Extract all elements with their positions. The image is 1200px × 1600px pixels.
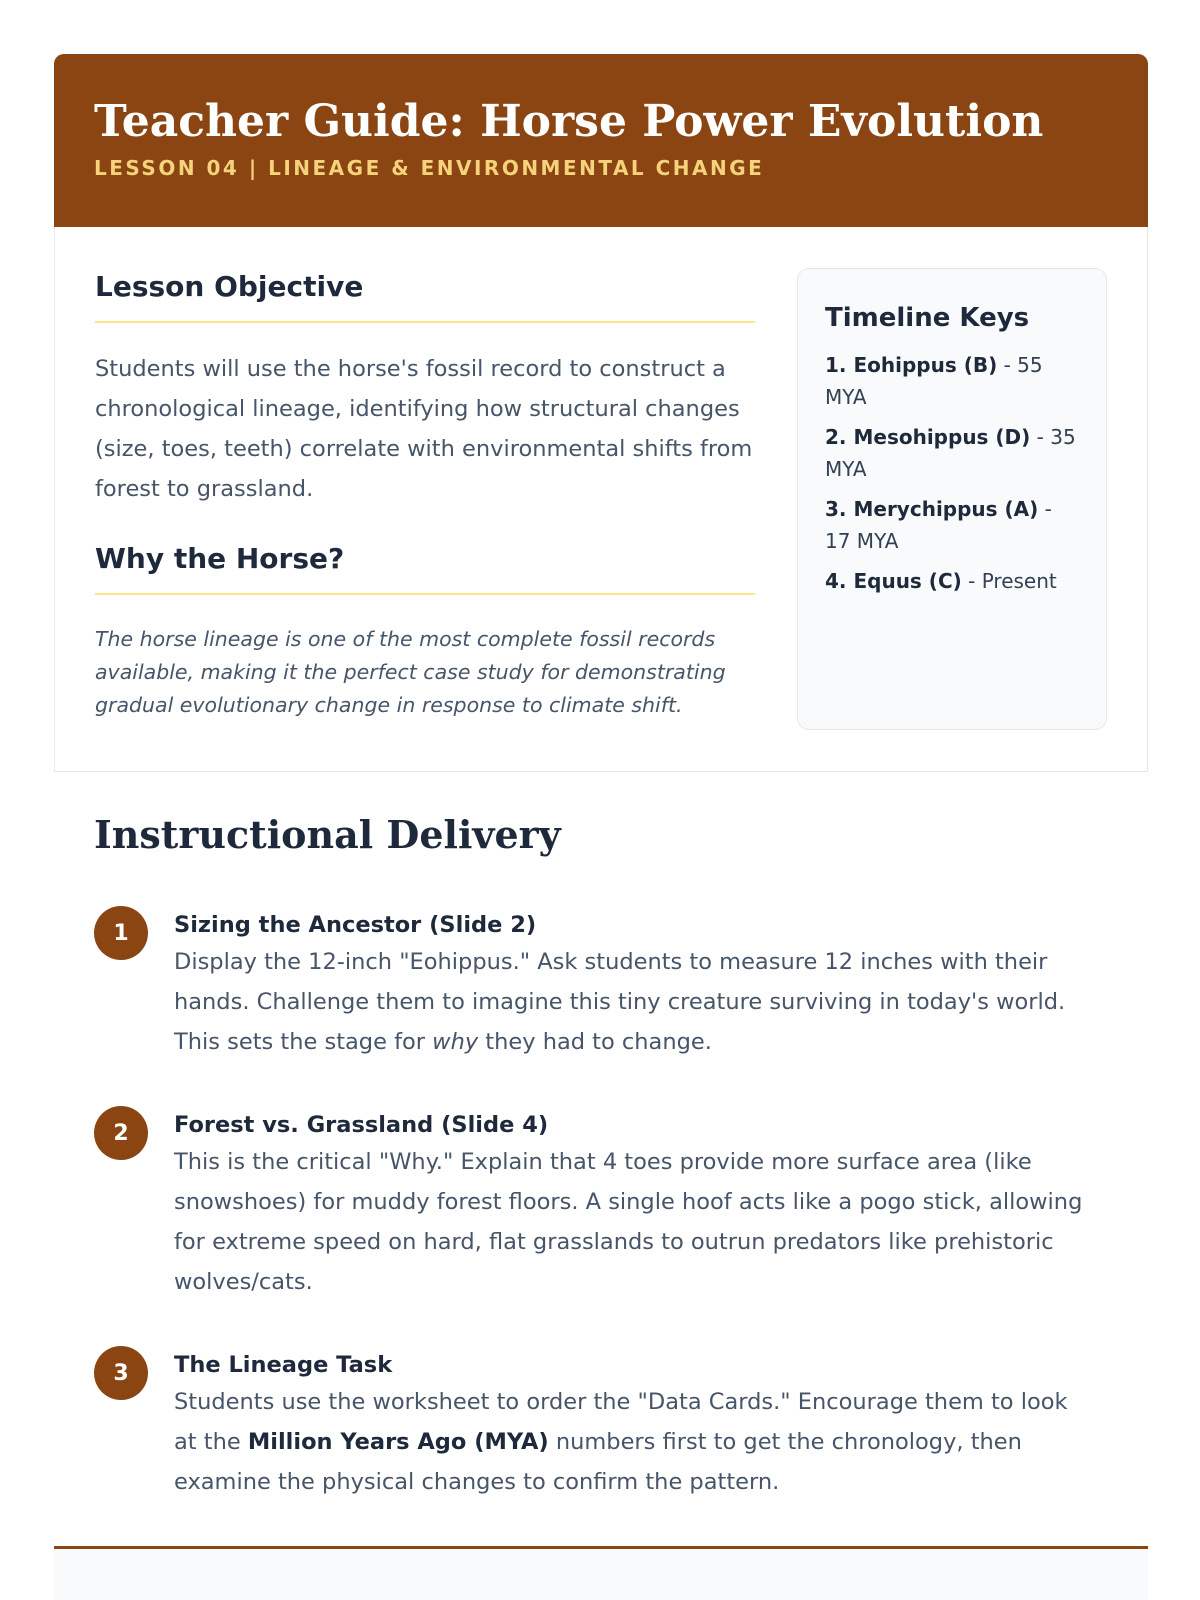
timeline-item xyxy=(825,565,1080,597)
step-content xyxy=(174,1106,1094,1302)
timeline-list xyxy=(825,349,1080,597)
step-text: Display the 12-inch "Eohippus." Ask students to measure 12 inches with their hands. Challenge them to imagine this tiny creature surviving in today's world. This sets the stage for xyxy=(174,949,1066,1055)
page-title: Teacher Guide: Horse Power Evolution xyxy=(94,96,1044,147)
step-description xyxy=(174,942,1094,1062)
step-text: Students use the worksheet to order the "Data Cards." Encourage them to look at the xyxy=(174,1389,1068,1455)
timeline-item-age: - Present xyxy=(961,569,1057,593)
step-title: The Lineage Task xyxy=(174,1352,393,1378)
step-text: they had to change. xyxy=(478,1029,712,1055)
objective-text: Students will use the horse's fossil record to construct a chronological lineage, identifying how structural changes (size, toes, teeth) correlate with environmental shifts from forest to grassland. xyxy=(95,356,753,502)
footer-bar xyxy=(54,1546,1148,1600)
overview-main xyxy=(95,269,755,722)
step-number-badge: 3 xyxy=(94,1346,148,1400)
instructional-delivery xyxy=(94,810,1114,1495)
timeline-item xyxy=(825,421,1080,485)
timeline-item-name: 3. Merychippus (A) xyxy=(825,497,1039,521)
timeline-item-age: - 55 MYA xyxy=(825,353,1043,409)
guide-header xyxy=(54,54,1148,227)
overview-card xyxy=(54,227,1148,772)
step-content xyxy=(174,1346,1094,1502)
step-number-badge: 1 xyxy=(94,906,148,960)
timeline-item xyxy=(825,493,1080,557)
objective-heading: Lesson Objective xyxy=(95,269,755,323)
step-description: This is the critical "Why." Explain that 4 toes provide more surface area (like snowshoes) for muddy forest floors. A single hoof acts like a pogo stick, allowing for extreme speed on hard, flat grasslands to outrun predators like prehistoric wolves/cats. xyxy=(174,1149,1083,1295)
step-emphasis: why xyxy=(432,1029,479,1055)
step-text: numbers first to get the chronology, then examine the physical changes to confirm the pattern. xyxy=(174,1429,1022,1495)
step-content xyxy=(174,906,1094,1062)
timeline-item xyxy=(825,349,1080,413)
timeline-keys-panel xyxy=(797,268,1107,730)
timeline-item-name: 4. Equus (C) xyxy=(825,569,962,593)
timeline-item-age: - 17 MYA xyxy=(825,497,1052,553)
timeline-item-name: 2. Mesohippus (D) xyxy=(825,425,1031,449)
timeline-item-name: 1. Eohippus (B) xyxy=(825,353,998,377)
why-text: The horse lineage is one of the most complete fossil records available, making it the perfect case study for demonstrating gradual evolutionary change in response to climate shift. xyxy=(95,627,726,717)
timeline-heading: Timeline Keys xyxy=(825,303,1030,333)
step-number-badge: 2 xyxy=(94,1106,148,1160)
step-title: Forest vs. Grassland (Slide 4) xyxy=(174,1112,549,1138)
step-title: Sizing the Ancestor (Slide 2) xyxy=(174,912,537,938)
why-heading: Why the Horse? xyxy=(95,541,755,595)
timeline-item-age: - 35 MYA xyxy=(825,425,1076,481)
step-description xyxy=(174,1382,1094,1502)
lesson-subtitle: LESSON 04 | LINEAGE & ENVIRONMENTAL CHANGE xyxy=(94,156,765,180)
step-strong: Million Years Ago (MYA) xyxy=(247,1429,549,1455)
delivery-heading: Instructional Delivery xyxy=(94,812,561,857)
